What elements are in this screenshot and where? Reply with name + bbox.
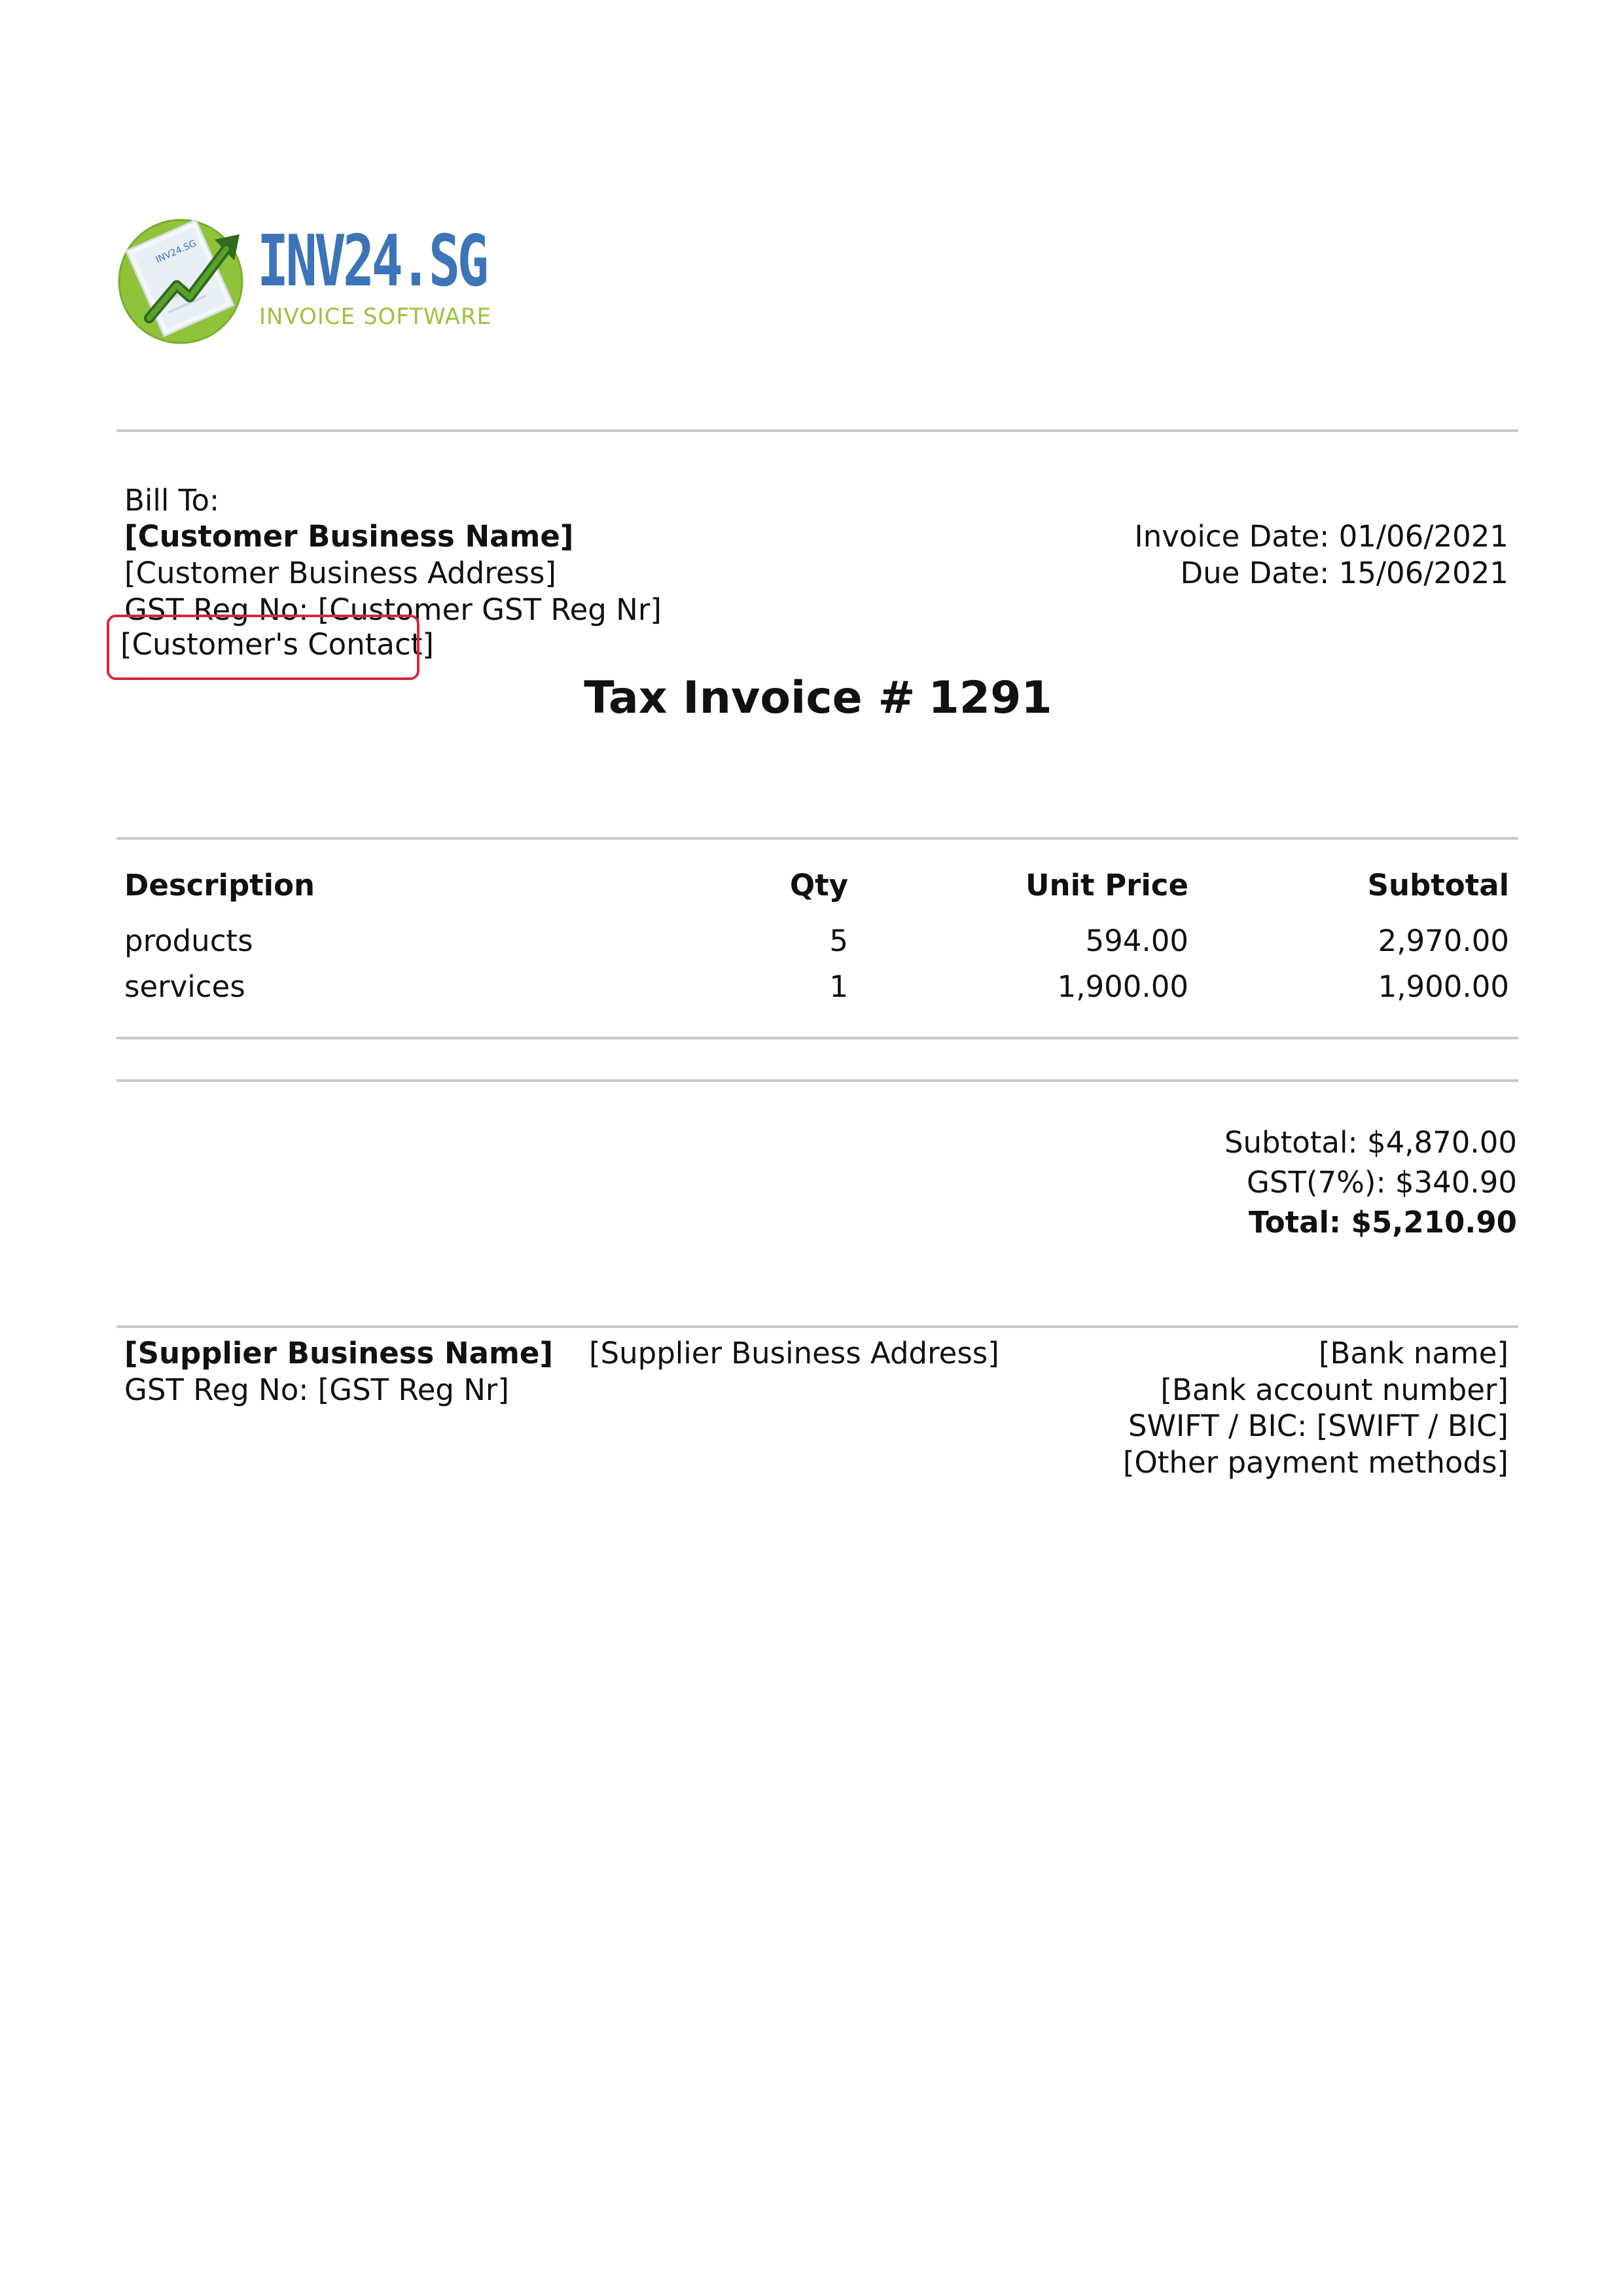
row-unit-price: 594.00	[1085, 924, 1188, 958]
logo-tagline: INVOICE SOFTWARE	[259, 304, 492, 330]
other-payment-methods: [Other payment methods]	[1122, 1445, 1508, 1480]
customer-business-address: [Customer Business Address]	[124, 556, 556, 590]
totals-grand-total: Total: $5,210.90	[1249, 1205, 1517, 1240]
totals-divider	[116, 1079, 1518, 1082]
table-top-divider	[116, 837, 1518, 840]
swift-bic: SWIFT / BIC: [SWIFT / BIC]	[1128, 1408, 1508, 1443]
column-header-qty: Qty	[789, 868, 848, 903]
bank-account-number: [Bank account number]	[1160, 1372, 1508, 1407]
invoice-number: 1291	[928, 672, 1052, 724]
customer-contact: [Customer's Contact]	[120, 627, 434, 662]
bank-name: [Bank name]	[1318, 1336, 1508, 1371]
header-divider	[116, 429, 1518, 432]
column-header-description: Description	[124, 868, 315, 903]
row-description: products	[124, 924, 253, 958]
due-date: Due Date: 15/06/2021	[1180, 556, 1508, 590]
footer-divider	[116, 1325, 1518, 1328]
logo-wordmark: INV24.SG	[257, 221, 486, 302]
row-subtotal: 1,900.00	[1378, 969, 1509, 1004]
customer-gst-reg: GST Reg No: [Customer GST Reg Nr]	[124, 592, 662, 627]
row-unit-price: 1,900.00	[1057, 969, 1188, 1004]
column-header-unit-price: Unit Price	[1026, 868, 1188, 903]
customer-business-name: [Customer Business Name]	[124, 519, 574, 554]
column-header-subtotal: Subtotal	[1367, 868, 1509, 903]
invoice-title	[0, 669, 1623, 728]
company-logo	[116, 208, 516, 346]
row-subtotal: 2,970.00	[1378, 924, 1509, 958]
supplier-business-name: [Supplier Business Name]	[124, 1336, 554, 1371]
table-bottom-divider	[116, 1037, 1518, 1039]
totals-gst: GST(7%): $340.90	[1247, 1165, 1517, 1200]
totals-subtotal: Subtotal: $4,870.00	[1224, 1125, 1517, 1160]
row-description: services	[124, 969, 245, 1004]
logo-paper-text: INV24.SG	[154, 238, 198, 266]
supplier-gst-reg: GST Reg No: [GST Reg Nr]	[124, 1372, 509, 1407]
invoice-title-label: Tax Invoice #	[584, 672, 916, 724]
row-qty: 5	[829, 924, 848, 958]
invoice-date: Invoice Date: 01/06/2021	[1134, 519, 1508, 554]
row-qty: 1	[829, 969, 848, 1004]
invoice-growth-icon	[116, 208, 254, 346]
supplier-business-address: [Supplier Business Address]	[589, 1336, 999, 1371]
bill-to-label: Bill To:	[124, 483, 220, 518]
